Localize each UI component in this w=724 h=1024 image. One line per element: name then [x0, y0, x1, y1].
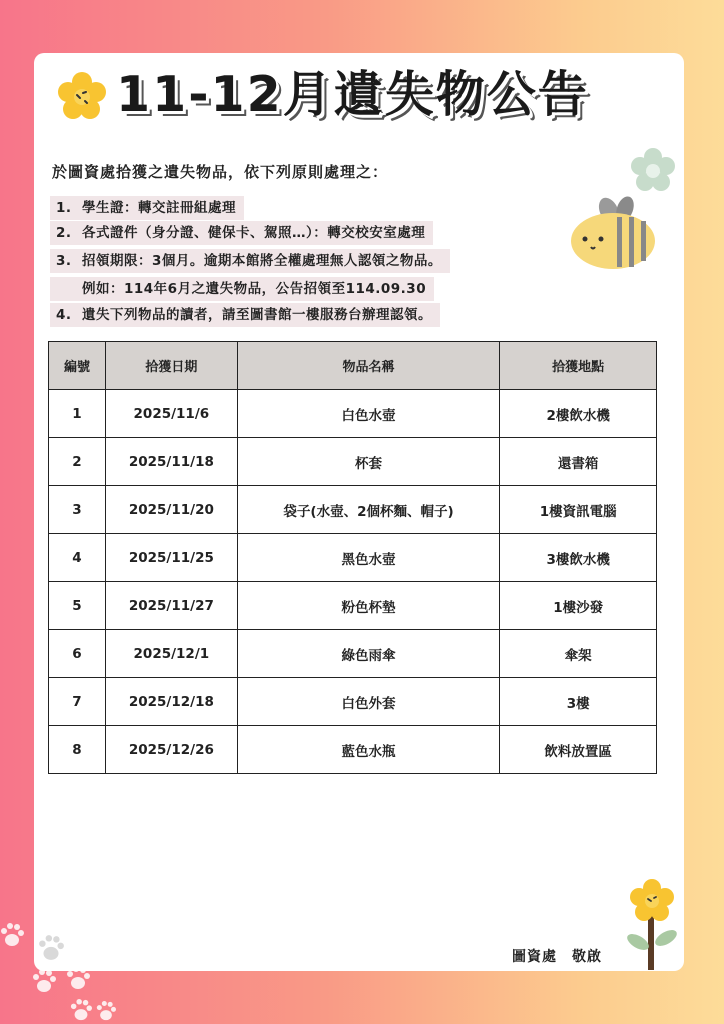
cell-item: 白色外套 [237, 678, 499, 726]
cell-date: 2025/11/18 [105, 438, 237, 486]
table-header-row [49, 342, 657, 390]
cell-number: 4 [49, 534, 106, 582]
flower-icon [630, 147, 676, 193]
rule-item: 例如：114年6月之遺失物品，公告招領至114.09.30 [50, 277, 434, 301]
cell-location: 1樓沙發 [500, 582, 657, 630]
cell-item: 袋子(水壺、2個杯麵、帽子) [237, 486, 499, 534]
cell-number: 7 [49, 678, 106, 726]
cell-item: 白色水壺 [237, 390, 499, 438]
flower-icon [57, 71, 107, 121]
cell-item: 藍色水瓶 [237, 726, 499, 774]
flower-icon [622, 878, 682, 970]
cell-date: 2025/11/20 [105, 486, 237, 534]
paw-print-icon [66, 965, 90, 991]
table-row [49, 582, 657, 630]
cell-date: 2025/12/18 [105, 678, 237, 726]
cell-item: 杯套 [237, 438, 499, 486]
paw-print-icon [38, 934, 64, 962]
rule-item: 4. 遺失下列物品的讀者，請至圖書館一樓服務台辦理認領。 [50, 303, 440, 327]
header-location: 拾獲地點 [500, 342, 657, 390]
cell-date: 2025/11/27 [105, 582, 237, 630]
table-row [49, 390, 657, 438]
cell-location: 3樓 [500, 678, 657, 726]
cell-location: 傘架 [500, 630, 657, 678]
paw-print-icon [0, 922, 24, 948]
signature: 圖資處 敬啟 [512, 949, 602, 965]
table-row [49, 438, 657, 486]
cell-date: 2025/12/26 [105, 726, 237, 774]
cell-item: 綠色雨傘 [237, 630, 499, 678]
cell-number: 6 [49, 630, 106, 678]
table-row [49, 726, 657, 774]
page-title: 11-12月遺失物公告 [116, 66, 589, 123]
cell-location: 還書箱 [500, 438, 657, 486]
cell-number: 1 [49, 390, 106, 438]
cell-number: 3 [49, 486, 106, 534]
cell-item: 黑色水壺 [237, 534, 499, 582]
cell-number: 8 [49, 726, 106, 774]
bee-icon [565, 195, 660, 275]
cell-number: 5 [49, 582, 106, 630]
cell-number: 2 [49, 438, 106, 486]
table-row [49, 678, 657, 726]
cell-date: 2025/12/1 [105, 630, 237, 678]
paw-print-icon [32, 968, 56, 994]
paw-print-icon [96, 1000, 116, 1022]
table-row [49, 486, 657, 534]
table-row [49, 630, 657, 678]
cell-location: 2樓飲水機 [500, 390, 657, 438]
rule-item: 1. 學生證：轉交註冊組處理 [50, 196, 244, 220]
cell-location: 1樓資訊電腦 [500, 486, 657, 534]
rule-item: 2. 各式證件（身分證、健保卡、駕照…）：轉交校安室處理 [50, 221, 433, 245]
cell-date: 2025/11/6 [105, 390, 237, 438]
rule-item: 3. 招領期限：3個月。逾期本館將全權處理無人認領之物品。 [50, 249, 450, 273]
cell-location: 飲料放置區 [500, 726, 657, 774]
cell-date: 2025/11/25 [105, 534, 237, 582]
intro-text: 於圖資處拾獲之遺失物品，依下列原則處理之： [52, 163, 389, 181]
lost-items-table [48, 341, 657, 774]
cell-item: 粉色杯墊 [237, 582, 499, 630]
paw-print-icon [70, 998, 92, 1022]
header-number: 編號 [49, 342, 106, 390]
cell-location: 3樓飲水機 [500, 534, 657, 582]
table-row [49, 534, 657, 582]
header-date: 拾獲日期 [105, 342, 237, 390]
header-item: 物品名稱 [237, 342, 499, 390]
